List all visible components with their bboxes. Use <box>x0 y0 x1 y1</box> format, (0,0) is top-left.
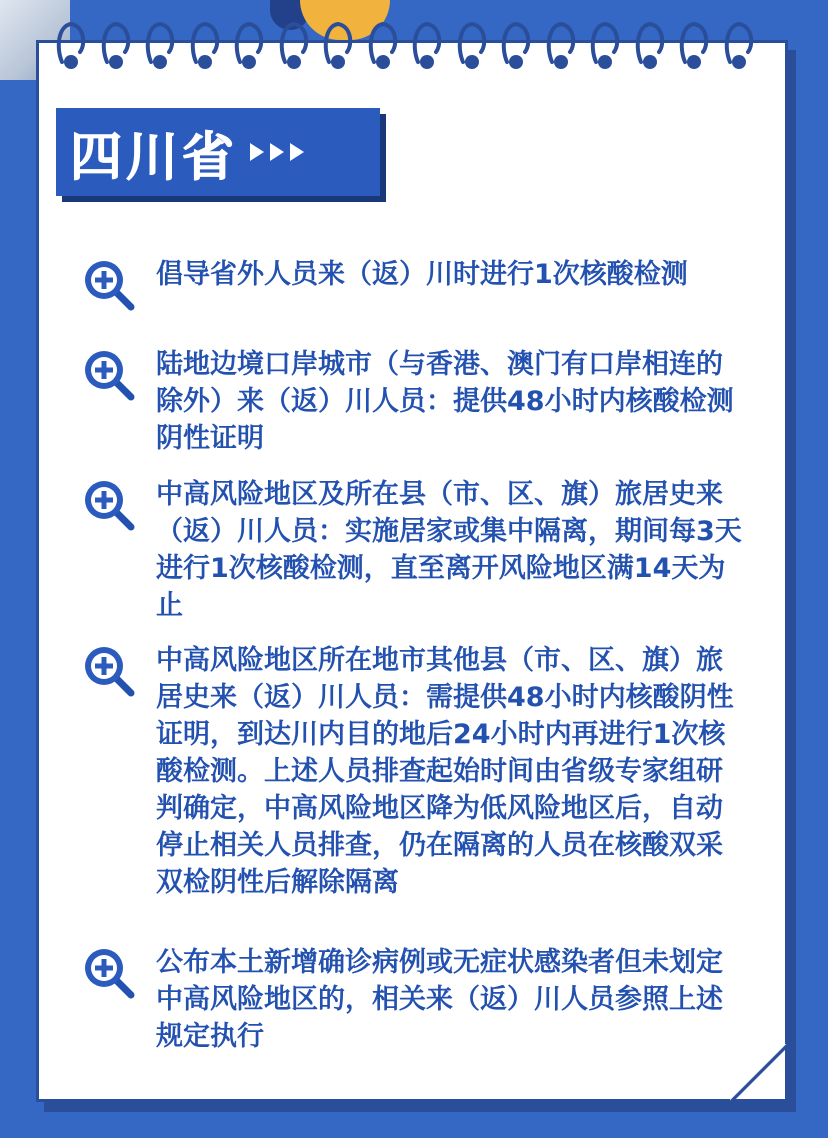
binding-ring <box>499 18 533 74</box>
spiral-binding <box>54 18 754 88</box>
binding-ring <box>722 18 756 74</box>
binding-ring <box>54 18 88 74</box>
binding-ring <box>677 18 711 74</box>
binding-ring <box>455 18 489 74</box>
list-item-text: 公布本土新增确诊病例或无症状感染者但未划定中高风险地区的，相关来（返）川人员参照上述规定执行 <box>156 947 723 1052</box>
list-item-text: 中高风险地区及所在县（市、区、旗）旅居史来（返）川人员：实施居家或集中隔离，期间每3天进行1次核酸检测，直至离开风险地区满14天为止 <box>156 479 742 621</box>
magnifier-plus-icon <box>82 644 136 698</box>
magnifier-plus-icon <box>82 478 136 532</box>
binding-ring <box>633 18 667 74</box>
binding-ring <box>143 18 177 74</box>
binding-ring <box>588 18 622 74</box>
page-title-banner <box>56 108 380 196</box>
binding-ring <box>232 18 266 74</box>
list-item-text: 中高风险地区所在地市其他县（市、区、旗）旅居史来（返）川人员：需提供48小时内核酸阴性证明，到达川内目的地后24小时内再进行1次核酸检测。上述人员排查起始时间由省级专家组研判确定，中高风险地区降为低风险地区后，自动停止相关人员排查，仍在隔离的人员在核酸双采双检阴性后解除隔离 <box>156 645 734 898</box>
binding-ring <box>410 18 444 74</box>
binding-ring <box>188 18 222 74</box>
title-arrows-icon <box>250 143 304 161</box>
binding-ring <box>321 18 355 74</box>
binding-ring <box>366 18 400 74</box>
list-item-text: 倡导省外人员来（返）川时进行1次核酸检测 <box>156 259 688 290</box>
list-item-text: 陆地边境口岸城市（与香港、澳门有口岸相连的除外）来（返）川人员：提供48小时内核酸检测阴性证明 <box>156 349 734 454</box>
magnifier-plus-icon <box>82 946 136 1000</box>
binding-ring <box>99 18 133 74</box>
binding-ring <box>277 18 311 74</box>
page-title: 四川省 <box>70 127 239 188</box>
magnifier-plus-icon <box>82 348 136 402</box>
binding-ring <box>544 18 578 74</box>
magnifier-plus-icon <box>82 258 136 312</box>
